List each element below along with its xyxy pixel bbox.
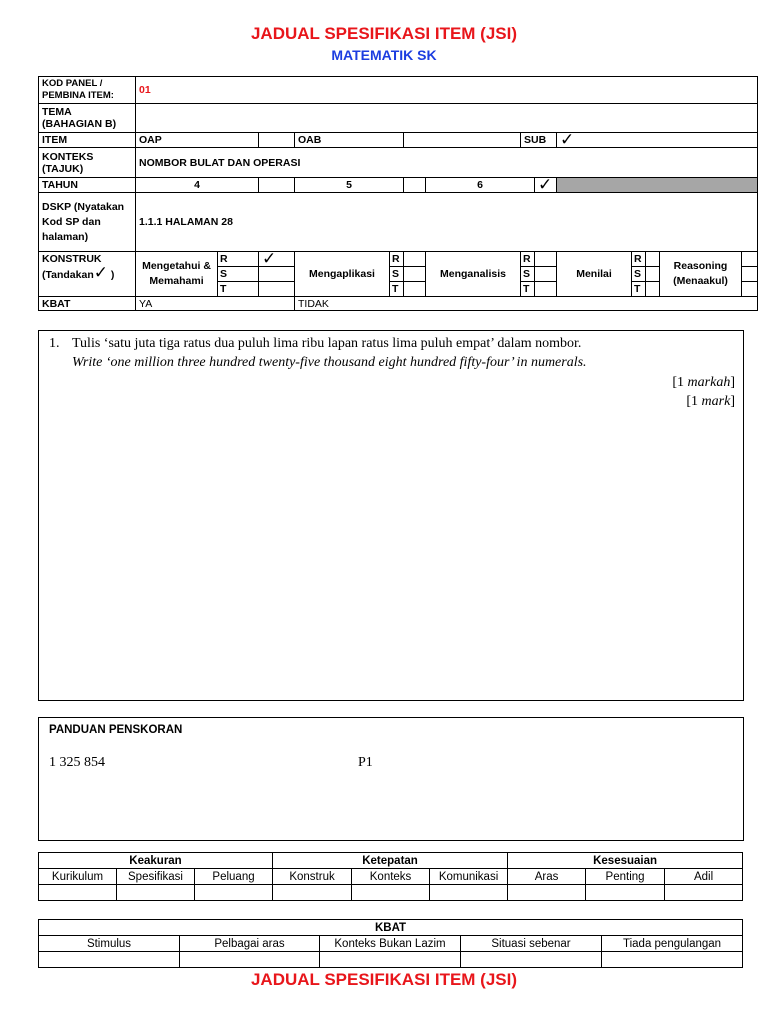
konstruk-mengetahui: Mengetahui & Memahami (136, 252, 218, 297)
markah-label: [1 markah] (672, 375, 735, 390)
menilai-t-box[interactable] (646, 282, 660, 297)
konteks-value[interactable]: NOMBOR BULAT DAN OPERASI (136, 148, 758, 178)
kbat-input-cell[interactable] (602, 952, 743, 968)
kod-panel-value[interactable]: 01 (136, 77, 758, 104)
rst-t: T (521, 282, 535, 297)
menilai-s-box[interactable] (646, 267, 660, 282)
quality-input-cell[interactable] (39, 885, 117, 901)
quality-group-keakuran: Keakuran (39, 853, 273, 869)
tahun-4-box[interactable] (259, 178, 295, 193)
kbat-col-konteks-bukan-lazim: Konteks Bukan Lazim (320, 936, 461, 952)
kbat-ya[interactable]: YA (136, 297, 295, 311)
rst-t: T (632, 282, 646, 297)
tahun-6-label: 6 (426, 178, 535, 193)
kbat-input-cell[interactable] (180, 952, 320, 968)
kbat-table-heading: KBAT (39, 920, 743, 936)
tema-label: TEMA (BAHAGIAN B) (39, 104, 136, 133)
item-sub-checkmark[interactable] (557, 133, 758, 148)
quality-col-konteks: Konteks (352, 869, 430, 885)
rst-s: S (390, 267, 404, 282)
mark-label: [1 mark] (686, 394, 735, 409)
tahun-6-checkmark[interactable] (535, 178, 557, 193)
quality-group-ketepatan: Ketepatan (273, 853, 508, 869)
konstruk-close: ) (110, 269, 115, 281)
tahun-5-label: 5 (295, 178, 404, 193)
item-oab-box[interactable] (404, 133, 521, 148)
quality-col-adil: Adil (665, 869, 743, 885)
scoring-answer: 1 325 854 (49, 755, 105, 770)
mengetahui-s-box[interactable] (259, 267, 295, 282)
item-oab-label: OAB (295, 133, 404, 148)
menganalisis-r-box[interactable] (535, 252, 557, 267)
quality-input-cell[interactable] (117, 885, 195, 901)
rst-r: R (632, 252, 646, 267)
konstruk-mengaplikasi: Mengaplikasi (295, 252, 390, 297)
item-oap-label: OAP (136, 133, 259, 148)
konstruk-menilai: Menilai (557, 252, 632, 297)
kbat-col-pelbagai-aras: Pelbagai aras (180, 936, 320, 952)
quality-input-cell[interactable] (508, 885, 586, 901)
mengaplikasi-s-box[interactable] (404, 267, 426, 282)
checkmark-icon: ✓ (93, 263, 108, 282)
kbat-input-cell[interactable] (320, 952, 461, 968)
quality-input-cell[interactable] (273, 885, 352, 901)
dskp-label: DSKP (Nyatakan Kod SP dan halaman) (39, 193, 136, 252)
menganalisis-t-box[interactable] (535, 282, 557, 297)
question-box (38, 330, 744, 701)
quality-col-komunikasi: Komunikasi (430, 869, 508, 885)
checkmark-icon: ✓ (538, 177, 553, 193)
quality-group-kesesuaian: Kesesuaian (508, 853, 743, 869)
page-subtitle: MATEMATIK SK (331, 47, 437, 63)
checkmark-icon: ✓ (262, 251, 277, 267)
menilai-r-box[interactable] (646, 252, 660, 267)
kbat-col-stimulus: Stimulus (39, 936, 180, 952)
mengaplikasi-t-box[interactable] (404, 282, 426, 297)
quality-input-cell[interactable] (665, 885, 743, 901)
quality-col-aras: Aras (508, 869, 586, 885)
page-title: JADUAL SPESIFIKASI ITEM (JSI) (250, 24, 518, 43)
question-number: 1. (49, 336, 60, 351)
kbat-tidak[interactable]: TIDAK (295, 297, 758, 311)
rst-r: R (521, 252, 535, 267)
question-text-ms: Tulis ‘satu juta tiga ratus dua puluh lima ribu lapan ratus lima puluh empat’ dalam nombor. (72, 336, 582, 351)
tahun-4-label: 4 (136, 178, 259, 193)
item-sub-label: SUB (521, 133, 557, 148)
quality-col-peluang: Peluang (195, 869, 273, 885)
rst-t: T (218, 282, 259, 297)
konstruk-label: KONSTRUK (42, 253, 102, 265)
rst-r: R (218, 252, 259, 267)
kbat-col-tiada-pengulangan: Tiada pengulangan (602, 936, 743, 952)
quality-table (38, 852, 743, 901)
kbat-input-cell[interactable] (39, 952, 180, 968)
tahun-label: TAHUN (39, 178, 136, 193)
rst-r: R (390, 252, 404, 267)
tahun-5-box[interactable] (404, 178, 426, 193)
reasoning-box-2[interactable] (742, 267, 758, 282)
konstruk-instruction: (Tandakan (42, 269, 94, 281)
konstruk-menganalisis: Menganalisis (426, 252, 521, 297)
quality-input-cell[interactable] (195, 885, 273, 901)
kbat-label: KBAT (39, 297, 136, 311)
quality-input-cell[interactable] (586, 885, 665, 901)
scoring-guide-box (38, 717, 744, 841)
quality-col-konstruk: Konstruk (273, 869, 352, 885)
quality-input-cell[interactable] (352, 885, 430, 901)
konstruk-reasoning: Reasoning (Menaakul) (660, 252, 742, 297)
scoring-mark: P1 (358, 755, 373, 770)
reasoning-box-3[interactable] (742, 282, 758, 297)
quality-col-penting: Penting (586, 869, 665, 885)
kod-panel-label: KOD PANEL / PEMBINA ITEM: (39, 77, 136, 104)
kbat-input-cell[interactable] (461, 952, 602, 968)
rst-s: S (521, 267, 535, 282)
mengetahui-t-box[interactable] (259, 282, 295, 297)
rst-s: S (218, 267, 259, 282)
item-oap-box[interactable] (259, 133, 295, 148)
kbat-table (38, 919, 743, 968)
scoring-heading: PANDUAN PENSKORAN (49, 724, 183, 736)
checkmark-icon: ✓ (560, 132, 575, 148)
rst-t: T (390, 282, 404, 297)
quality-col-spesifikasi: Spesifikasi (117, 869, 195, 885)
item-label: ITEM (39, 133, 136, 148)
reasoning-box-1[interactable] (742, 252, 758, 267)
mengetahui-r-checkmark[interactable] (259, 252, 295, 267)
item-spec-table (38, 76, 758, 311)
quality-input-cell[interactable] (430, 885, 508, 901)
tema-value[interactable] (136, 104, 758, 133)
menganalisis-s-box[interactable] (535, 267, 557, 282)
konteks-label: KONTEKS (TAJUK) (39, 148, 136, 178)
konstruk-label-cell (39, 252, 136, 297)
tahun-shaded-cell (557, 178, 758, 193)
dskp-value[interactable]: 1.1.1 HALAMAN 28 (136, 193, 758, 252)
question-text-en: Write ‘one million three hundred twenty-five thousand eight hundred fifty-four’ in numerals. (72, 355, 587, 370)
mengaplikasi-r-box[interactable] (404, 252, 426, 267)
footer-title: JADUAL SPESIFIKASI ITEM (JSI) (250, 970, 518, 989)
quality-col-kurikulum: Kurikulum (39, 869, 117, 885)
rst-s: S (632, 267, 646, 282)
kbat-col-situasi-sebenar: Situasi sebenar (461, 936, 602, 952)
